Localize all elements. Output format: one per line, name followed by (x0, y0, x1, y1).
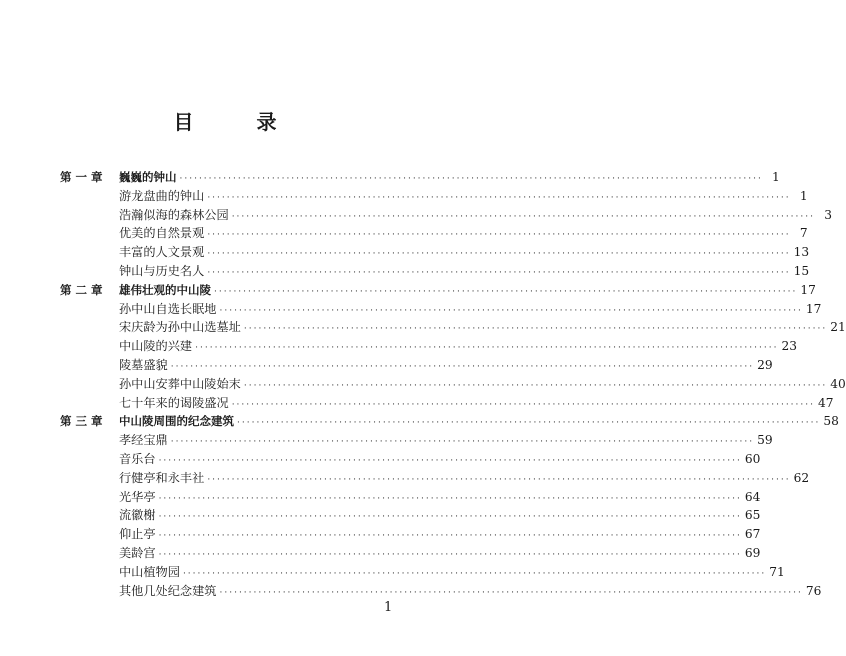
entry-page-number: 29 (757, 357, 773, 372)
entry-title: 钟山与历史名人 (119, 263, 205, 278)
section-item (119, 243, 810, 264)
section-item (119, 506, 761, 527)
entry-title: 七十年来的谒陵盛况 (119, 395, 229, 410)
dot-leader: ························································································································ (214, 286, 798, 297)
toc-entry (60, 394, 834, 413)
dot-leader: ························································································································ (195, 343, 779, 354)
entry-title: 中山植物园 (119, 564, 180, 579)
chapter-heading (119, 412, 839, 433)
chapter-heading (119, 168, 780, 189)
entry-page-number: 13 (793, 245, 810, 260)
dot-leader: ························································································································ (231, 399, 815, 410)
page-title: 目 录 (173, 110, 305, 134)
entry-title: 音乐台 (119, 451, 156, 466)
toc-entry (60, 563, 785, 582)
toc-entry (60, 262, 810, 281)
entry-title: 流徽榭 (119, 508, 156, 523)
entry-title: 仰止亭 (119, 527, 156, 542)
dot-leader: ························································································································ (170, 361, 755, 372)
entry-title: 宋庆龄为孙中山选墓址 (119, 320, 241, 335)
toc-entry (60, 243, 810, 262)
chapter-label: 第 二 章 (60, 282, 103, 297)
toc-entry (60, 300, 822, 319)
entry-title: 孝经宝鼎 (119, 433, 168, 448)
entry-page-number: 17 (800, 282, 816, 297)
toc-entry (60, 525, 761, 544)
dot-leader: ························································································································ (207, 474, 791, 485)
dot-leader: ························································································································ (243, 380, 828, 391)
entry-page-number: 3 (824, 207, 832, 222)
entry-page-number: 1 (772, 170, 780, 184)
dot-leader: ························································································································ (170, 437, 755, 448)
section-item (119, 582, 822, 603)
entry-page-number: 69 (744, 545, 761, 560)
entry-title: 游龙盘曲的钟山 (119, 188, 205, 203)
toc-entry (60, 187, 808, 206)
section-item (119, 187, 808, 208)
section-item (119, 450, 761, 471)
section-item (119, 394, 834, 415)
section-item (119, 356, 773, 377)
chapter-heading (119, 281, 816, 302)
dot-leader: ························································································································ (207, 192, 791, 203)
dot-leader: ························································································································ (207, 249, 791, 260)
entry-title: 中山陵周围的纪念建筑 (119, 414, 234, 429)
entry-title: 巍巍的钟山 (119, 170, 177, 184)
entry-page-number: 60 (744, 451, 761, 466)
dot-leader: ························································································································ (237, 418, 821, 429)
toc-entry (60, 356, 773, 375)
entry-title: 孙中山自选长眠地 (119, 301, 217, 316)
section-item (119, 262, 810, 283)
section-item (119, 375, 846, 396)
toc-entry (60, 450, 761, 469)
section-item (119, 300, 822, 321)
dot-leader: ························································································································ (231, 211, 815, 222)
entry-page-number: 17 (805, 301, 822, 316)
section-item (119, 525, 761, 546)
dot-leader: ························································································································ (182, 568, 767, 579)
entry-page-number: 21 (830, 320, 846, 335)
entry-title: 优美的自然景观 (119, 226, 205, 241)
section-item (119, 544, 761, 565)
table-of-contents (60, 168, 846, 600)
entry-title: 其他几处纪念建筑 (119, 583, 217, 598)
toc-entry (60, 224, 808, 243)
toc-entry (60, 318, 846, 337)
entry-page-number: 65 (744, 508, 761, 523)
toc-entry (60, 544, 761, 563)
section-item (119, 431, 773, 452)
entry-title: 陵墓盛貌 (119, 357, 168, 372)
toc-entry (60, 506, 761, 525)
entry-page-number: 71 (769, 564, 785, 579)
toc-entry (60, 431, 773, 450)
dot-leader: ························································································································ (158, 549, 742, 560)
chapter-label: 第 三 章 (60, 414, 103, 429)
entry-title: 美龄宫 (119, 545, 156, 560)
entry-title: 雄伟壮观的中山陵 (119, 282, 211, 297)
entry-page-number: 59 (757, 433, 773, 448)
entry-page-number: 7 (799, 226, 808, 241)
section-item (119, 563, 785, 584)
entry-page-number: 76 (805, 583, 822, 598)
dot-leader: ························································································································ (207, 230, 791, 241)
toc-entry (60, 206, 832, 225)
entry-page-number: 64 (744, 489, 761, 504)
entry-page-number: 47 (818, 395, 834, 410)
toc-entry (60, 281, 816, 300)
entry-page-number: 58 (823, 414, 839, 429)
dot-leader: ························································································································ (243, 324, 828, 335)
entry-title: 中山陵的兴建 (119, 339, 193, 354)
dot-leader: ························································································································ (158, 531, 742, 542)
page-number: 1 (384, 600, 393, 615)
entry-title: 光华亭 (119, 489, 156, 504)
dot-leader: ························································································································ (158, 493, 742, 504)
chapter-label: 第 一 章 (60, 170, 103, 184)
entry-page-number: 62 (793, 470, 810, 485)
toc-entry (60, 582, 822, 601)
section-item (119, 224, 808, 245)
toc-entry (60, 375, 846, 394)
toc-entry (60, 488, 761, 507)
toc-entry (60, 412, 839, 431)
section-item (119, 318, 846, 339)
entry-page-number: 15 (793, 263, 810, 278)
entry-page-number: 40 (830, 376, 846, 391)
dot-leader: ························································································································ (219, 587, 803, 598)
dot-leader: ························································································································ (179, 174, 763, 184)
entry-page-number: 23 (781, 339, 797, 354)
section-item (119, 488, 761, 509)
toc-entry (60, 469, 810, 488)
entry-page-number: 67 (744, 527, 761, 542)
entry-title: 浩瀚似海的森林公园 (119, 207, 229, 222)
entry-page-number: 1 (799, 188, 808, 203)
entry-title: 丰富的人文景观 (119, 245, 205, 260)
toc-entry (60, 168, 780, 187)
section-item (119, 337, 797, 358)
dot-leader: ························································································································ (207, 267, 791, 278)
entry-title: 行健亭和永丰社 (119, 470, 205, 485)
section-item (119, 469, 810, 490)
dot-leader: ························································································································ (158, 455, 742, 466)
dot-leader: ························································································································ (158, 512, 742, 523)
entry-title: 孙中山安葬中山陵始末 (119, 376, 241, 391)
dot-leader: ························································································································ (219, 305, 803, 316)
section-item (119, 206, 832, 227)
toc-entry (60, 337, 797, 356)
